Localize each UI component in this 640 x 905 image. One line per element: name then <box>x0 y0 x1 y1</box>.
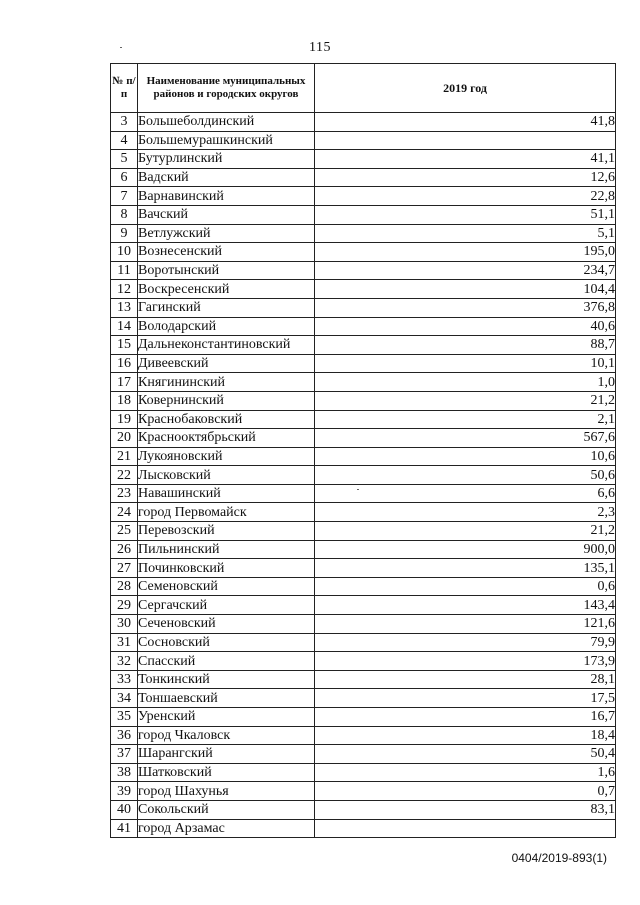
row-number: 26 <box>111 540 138 559</box>
row-number: 4 <box>111 131 138 150</box>
table-row <box>111 373 616 392</box>
value-2019: 18,4 <box>315 726 616 745</box>
header-num: № п/п <box>111 64 138 113</box>
district-name: Сосновский <box>138 633 315 652</box>
district-name: Вачский <box>138 205 315 224</box>
table-row <box>111 670 616 689</box>
row-number: 25 <box>111 522 138 541</box>
district-name: город Шахунья <box>138 782 315 801</box>
table-row <box>111 429 616 448</box>
district-name: Княгининский <box>138 373 315 392</box>
district-name: город Чкаловск <box>138 726 315 745</box>
value-2019: 50,6 <box>315 466 616 485</box>
district-name: Большеболдинский <box>138 113 315 132</box>
row-number: 13 <box>111 298 138 317</box>
value-2019: 21,2 <box>315 522 616 541</box>
district-name: Варнавинский <box>138 187 315 206</box>
district-name: Шарангский <box>138 745 315 764</box>
row-number: 22 <box>111 466 138 485</box>
value-2019 <box>315 819 616 838</box>
district-name: Большемурашкинский <box>138 131 315 150</box>
table-row <box>111 243 616 262</box>
district-name: Ветлужский <box>138 224 315 243</box>
value-2019: 1,6 <box>315 763 616 782</box>
value-2019: 567,6 <box>315 429 616 448</box>
row-number: 7 <box>111 187 138 206</box>
table-row <box>111 540 616 559</box>
district-name: Шатковский <box>138 763 315 782</box>
value-2019: 121,6 <box>315 615 616 634</box>
value-2019: 173,9 <box>315 652 616 671</box>
table-row <box>111 224 616 243</box>
row-number: 3 <box>111 113 138 132</box>
value-2019: 41,8 <box>315 113 616 132</box>
district-name: Навашинский <box>138 484 315 503</box>
district-name: Вадский <box>138 168 315 187</box>
table-row <box>111 187 616 206</box>
table-row <box>111 484 616 503</box>
value-2019: 104,4 <box>315 280 616 299</box>
table-row <box>111 168 616 187</box>
value-2019: 2,3 <box>315 503 616 522</box>
row-number: 35 <box>111 708 138 727</box>
table-header <box>111 64 616 113</box>
table-row <box>111 391 616 410</box>
table-row <box>111 577 616 596</box>
district-name: Бутурлинский <box>138 150 315 169</box>
value-2019: 135,1 <box>315 559 616 578</box>
district-name: Сокольский <box>138 800 315 819</box>
row-number: 29 <box>111 596 138 615</box>
value-2019: 143,4 <box>315 596 616 615</box>
row-number: 34 <box>111 689 138 708</box>
value-2019: 12,6 <box>315 168 616 187</box>
table-row <box>111 205 616 224</box>
table-row <box>111 522 616 541</box>
row-number: 24 <box>111 503 138 522</box>
value-2019: 900,0 <box>315 540 616 559</box>
table-row <box>111 336 616 355</box>
table-row <box>111 819 616 838</box>
table-body <box>111 113 616 838</box>
row-number: 8 <box>111 205 138 224</box>
value-2019: 16,7 <box>315 708 616 727</box>
table-row <box>111 150 616 169</box>
value-2019: 0,7 <box>315 782 616 801</box>
district-name: Сеченовский <box>138 615 315 634</box>
value-2019: 40,6 <box>315 317 616 336</box>
district-name: Починковский <box>138 559 315 578</box>
table-row <box>111 596 616 615</box>
district-name: город Первомайск <box>138 503 315 522</box>
row-number: 9 <box>111 224 138 243</box>
value-2019: 5,1 <box>315 224 616 243</box>
value-2019: 2,1 <box>315 410 616 429</box>
row-number: 11 <box>111 261 138 280</box>
table-row <box>111 726 616 745</box>
row-number: 6 <box>111 168 138 187</box>
row-number: 32 <box>111 652 138 671</box>
district-name: Вознесенский <box>138 243 315 262</box>
value-2019: 234,7 <box>315 261 616 280</box>
district-name: Воскресенский <box>138 280 315 299</box>
district-name: Краснооктябрьский <box>138 429 315 448</box>
table-row <box>111 652 616 671</box>
row-number: 20 <box>111 429 138 448</box>
table-row <box>111 689 616 708</box>
district-name: Спасский <box>138 652 315 671</box>
table-row <box>111 354 616 373</box>
district-name: Володарский <box>138 317 315 336</box>
value-2019: 6,6 <box>315 484 616 503</box>
value-2019: 17,5 <box>315 689 616 708</box>
row-number: 23 <box>111 484 138 503</box>
row-number: 19 <box>111 410 138 429</box>
district-name: Пильнинский <box>138 540 315 559</box>
value-2019: 50,4 <box>315 745 616 764</box>
value-2019: 28,1 <box>315 670 616 689</box>
row-number: 38 <box>111 763 138 782</box>
district-name: Тонкинский <box>138 670 315 689</box>
value-2019: 195,0 <box>315 243 616 262</box>
value-2019: 79,9 <box>315 633 616 652</box>
row-number: 14 <box>111 317 138 336</box>
table-row <box>111 280 616 299</box>
district-name: Ковернинский <box>138 391 315 410</box>
row-number: 27 <box>111 559 138 578</box>
row-number: 18 <box>111 391 138 410</box>
row-number: 37 <box>111 745 138 764</box>
value-2019: 376,8 <box>315 298 616 317</box>
row-number: 31 <box>111 633 138 652</box>
table-row <box>111 113 616 132</box>
value-2019: 0,6 <box>315 577 616 596</box>
row-number: 5 <box>111 150 138 169</box>
table-row <box>111 447 616 466</box>
document-code: 0404/2019-893(1) <box>511 851 607 865</box>
scan-speck <box>120 47 122 48</box>
table-row <box>111 708 616 727</box>
row-number: 39 <box>111 782 138 801</box>
district-name: Семеновский <box>138 577 315 596</box>
value-2019: 22,8 <box>315 187 616 206</box>
table-row <box>111 745 616 764</box>
district-name: Тоншаевский <box>138 689 315 708</box>
row-number: 16 <box>111 354 138 373</box>
table-row <box>111 261 616 280</box>
data-table <box>110 63 616 838</box>
table-row <box>111 298 616 317</box>
table-row <box>111 317 616 336</box>
table-row <box>111 503 616 522</box>
table-row <box>111 410 616 429</box>
row-number: 30 <box>111 615 138 634</box>
row-number: 12 <box>111 280 138 299</box>
table-row <box>111 131 616 150</box>
table-row <box>111 615 616 634</box>
value-2019: 83,1 <box>315 800 616 819</box>
value-2019: 10,1 <box>315 354 616 373</box>
district-name: Лысковский <box>138 466 315 485</box>
value-2019: 41,1 <box>315 150 616 169</box>
district-name: Сергачский <box>138 596 315 615</box>
row-number: 21 <box>111 447 138 466</box>
district-name: Воротынский <box>138 261 315 280</box>
district-name: Дивеевский <box>138 354 315 373</box>
district-name: Гагинский <box>138 298 315 317</box>
district-name: Дальнеконстантиновский <box>138 336 315 355</box>
row-number: 33 <box>111 670 138 689</box>
district-name: Краснобаковский <box>138 410 315 429</box>
row-number: 28 <box>111 577 138 596</box>
header-name: Наименование муниципальных районов и городских округов <box>138 64 315 113</box>
value-2019: 1,0 <box>315 373 616 392</box>
table-row <box>111 782 616 801</box>
table-row <box>111 763 616 782</box>
row-number: 10 <box>111 243 138 262</box>
page-number: 115 <box>309 40 331 55</box>
row-number: 15 <box>111 336 138 355</box>
value-2019: 88,7 <box>315 336 616 355</box>
value-2019 <box>315 131 616 150</box>
table-row <box>111 466 616 485</box>
value-2019: 21,2 <box>315 391 616 410</box>
row-number: 36 <box>111 726 138 745</box>
table-row <box>111 559 616 578</box>
row-number: 40 <box>111 800 138 819</box>
value-2019: 10,6 <box>315 447 616 466</box>
district-name: город Арзамас <box>138 819 315 838</box>
district-name: Перевозский <box>138 522 315 541</box>
table-row <box>111 800 616 819</box>
row-number: 17 <box>111 373 138 392</box>
header-year: 2019 год <box>315 64 616 113</box>
row-number: 41 <box>111 819 138 838</box>
district-name: Уренский <box>138 708 315 727</box>
district-name: Лукояновский <box>138 447 315 466</box>
table-row <box>111 633 616 652</box>
value-2019: 51,1 <box>315 205 616 224</box>
scan-speck <box>357 489 359 490</box>
